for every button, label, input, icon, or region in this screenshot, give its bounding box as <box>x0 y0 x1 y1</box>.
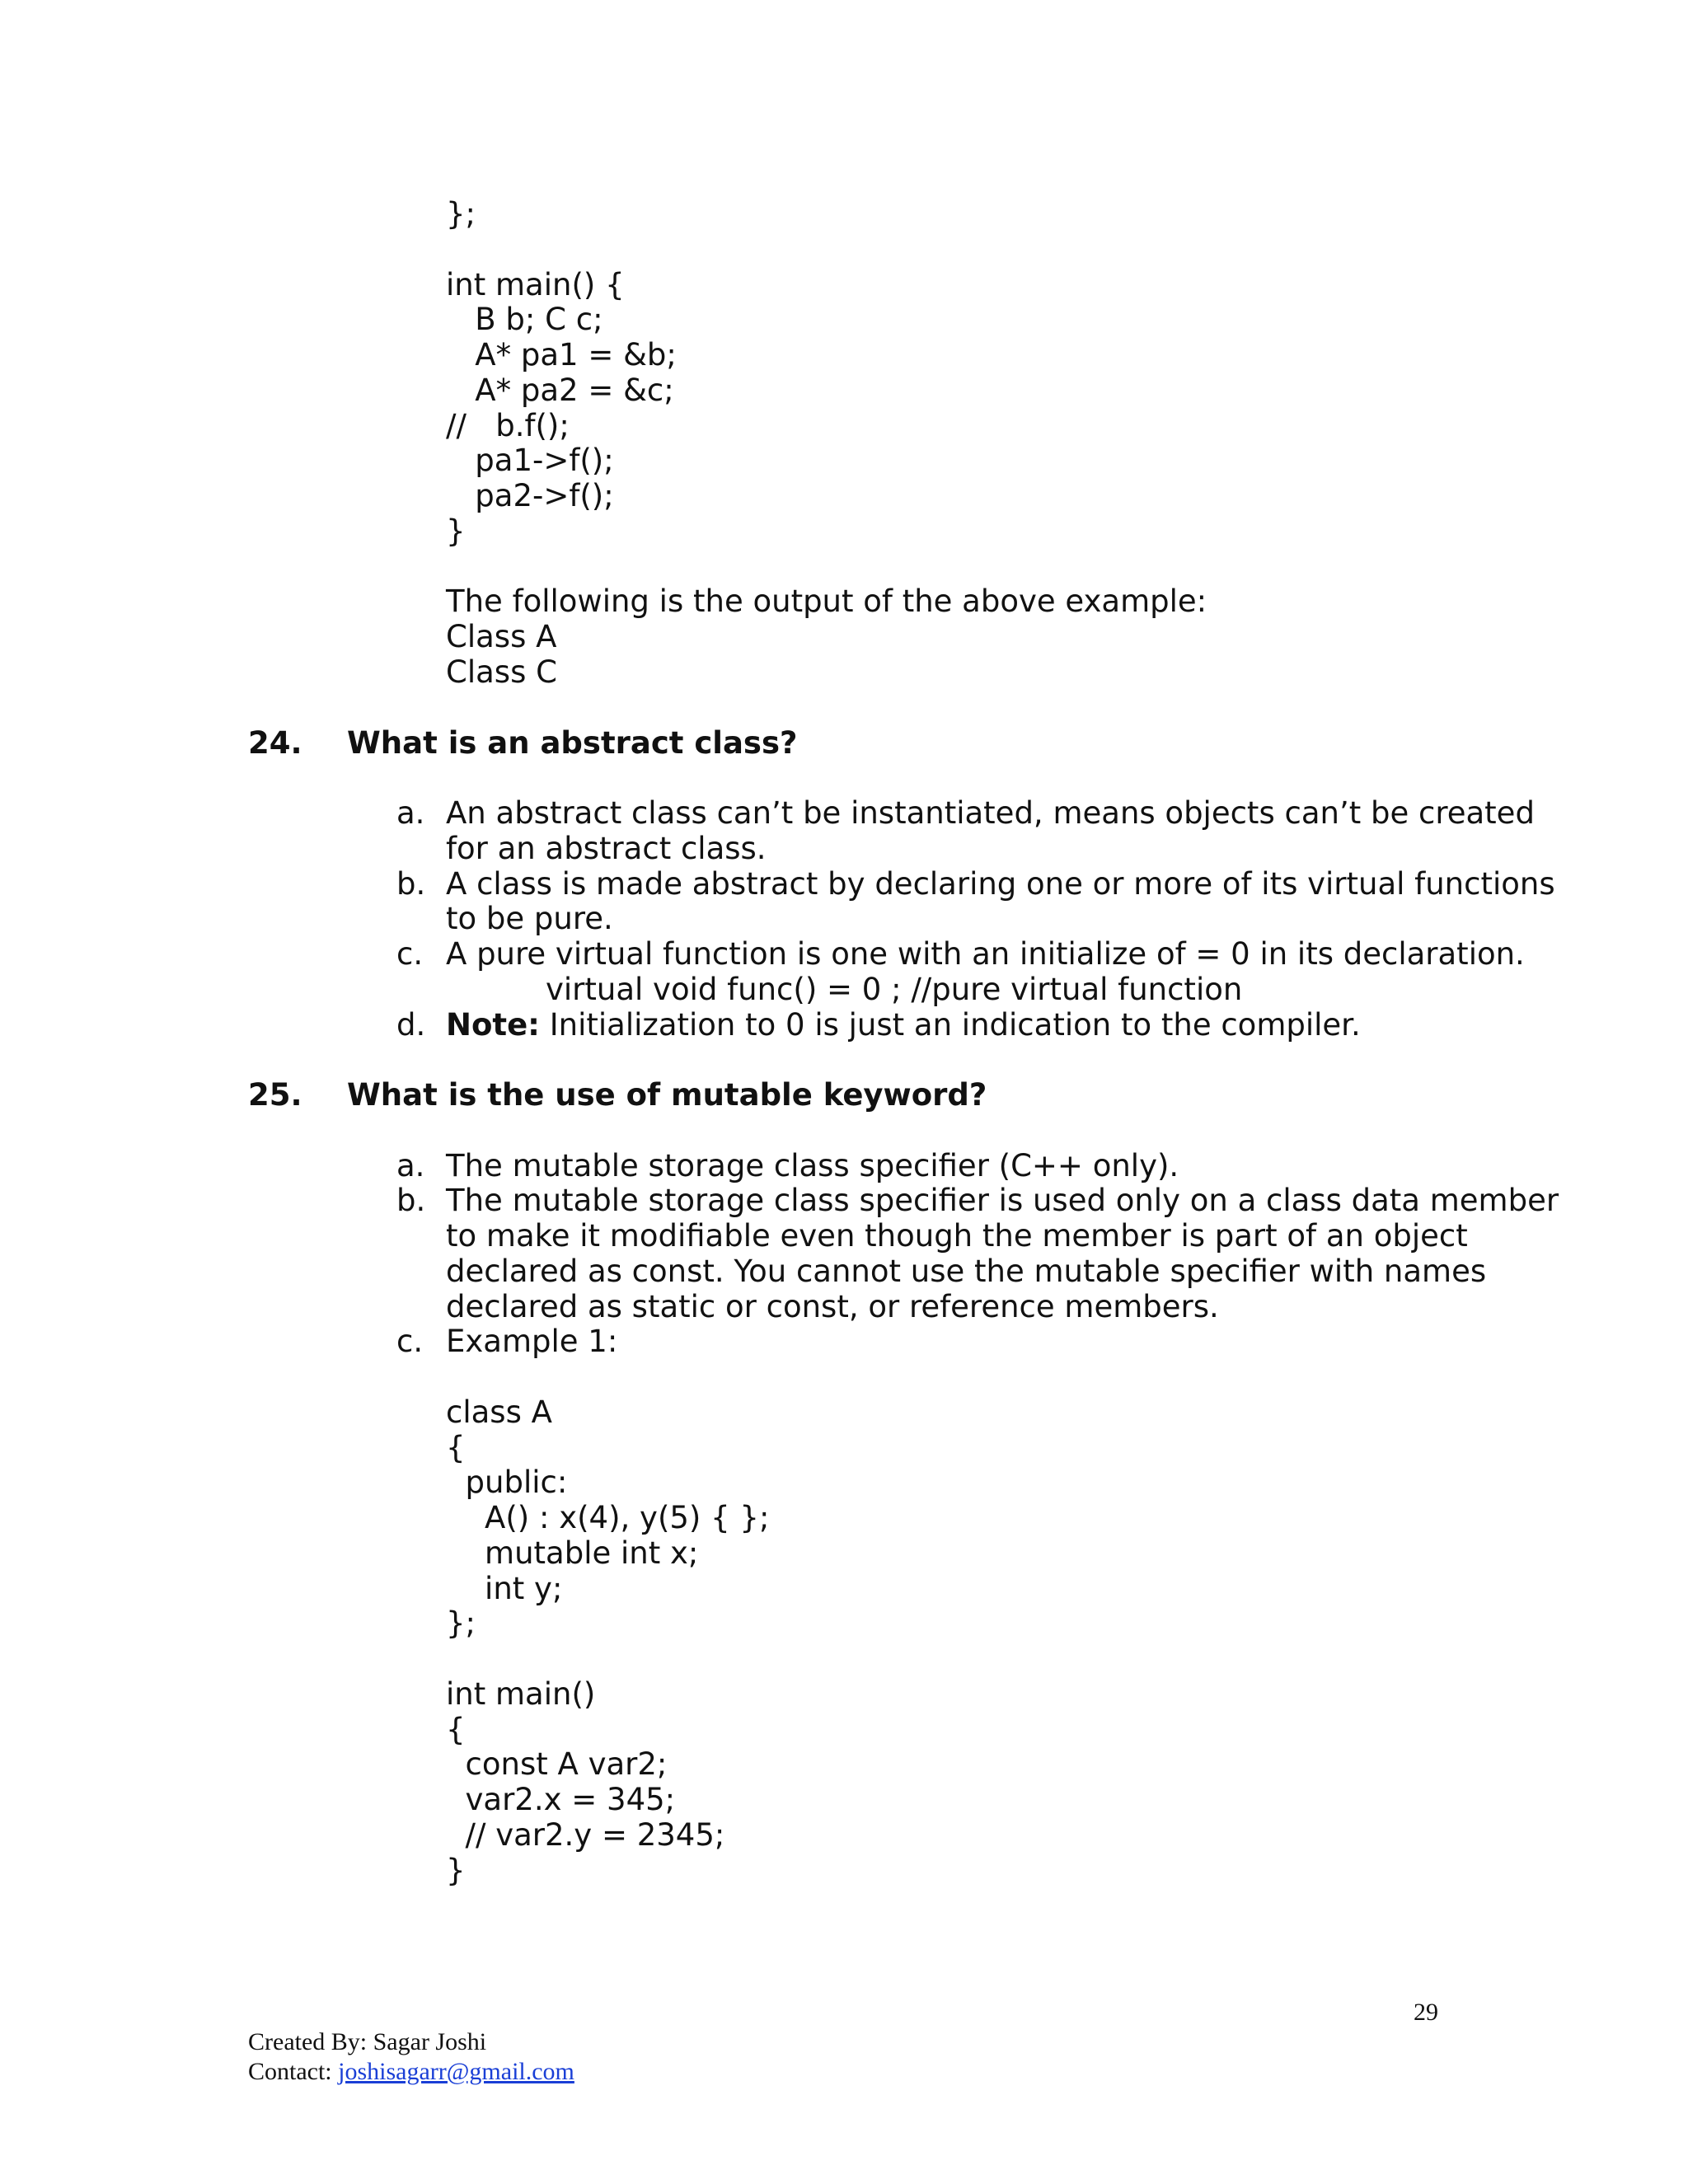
question-number: 24. <box>248 725 302 761</box>
list-item-text: The mutable storage class specifier (C++ only). <box>446 1148 1179 1183</box>
list-item-text: declared as static or const, or reference members. <box>446 1289 1219 1324</box>
question-number: 25. <box>248 1077 302 1113</box>
note-text: Initialization to 0 is just an indication to the compiler. <box>539 1007 1361 1043</box>
code-line: }; <box>446 196 476 232</box>
list-marker: b. <box>396 1183 426 1218</box>
list-marker: c. <box>396 936 424 972</box>
code-line: class A <box>446 1394 552 1430</box>
output-intro: The following is the output of the above example: <box>446 583 1207 619</box>
output-line: Class C <box>446 654 557 690</box>
code-line: int y; <box>446 1571 563 1606</box>
list-marker: a. <box>396 795 425 831</box>
list-item-text: A pure virtual function is one with an initialize of = 0 in its declaration. <box>446 936 1525 972</box>
code-line: A* pa2 = &c; <box>446 373 674 408</box>
question-heading: What is the use of mutable keyword? <box>347 1077 987 1113</box>
code-line: pa1->f(); <box>446 443 614 478</box>
list-item-text: A class is made abstract by declaring one or more of its virtual functions <box>446 866 1555 902</box>
list-marker: c. <box>396 1324 424 1359</box>
list-item-text: The mutable storage class specifier is used only on a class data member <box>446 1183 1559 1218</box>
list-marker: b. <box>396 866 426 902</box>
code-line: { <box>446 1430 466 1465</box>
code-line: A() : x(4), y(5) { }; <box>446 1500 770 1535</box>
footer-author: Created By: Sagar Joshi <box>248 2028 487 2055</box>
code-line: int main() { <box>446 267 625 302</box>
code-line: public: <box>446 1465 568 1500</box>
list-item-text: declared as const. You cannot use the mutable specifier with names <box>446 1254 1487 1289</box>
code-line: const A var2; <box>446 1746 668 1782</box>
code-line-comment: // b.f(); <box>446 408 570 443</box>
code-line-comment: // var2.y = 2345; <box>446 1817 725 1853</box>
list-item-text: An abstract class can’t be instantiated, means objects can’t be created <box>446 795 1535 831</box>
list-marker: a. <box>396 1148 425 1183</box>
list-item-text: for an abstract class. <box>446 831 767 866</box>
code-line: }; <box>446 1605 476 1641</box>
email-link[interactable]: joshisagarr@gmail.com <box>338 2058 574 2085</box>
output-line: Class A <box>446 619 557 654</box>
code-line: var2.x = 345; <box>446 1782 676 1817</box>
code-line: pa2->f(); <box>446 478 614 513</box>
page-number: 29 <box>1414 1999 1438 2026</box>
code-line: { <box>446 1712 466 1747</box>
code-line: B b; C c; <box>446 302 603 337</box>
code-line: int main() <box>446 1676 596 1712</box>
list-item-text: Example 1: <box>446 1324 618 1359</box>
footer-contact <box>248 2057 574 2087</box>
list-item-text <box>446 1007 1361 1043</box>
question-heading: What is an abstract class? <box>347 725 798 761</box>
code-line: mutable int x; <box>446 1535 699 1571</box>
note-label: Note: <box>446 1007 540 1043</box>
list-item-text: to be pure. <box>446 901 613 936</box>
list-marker: d. <box>396 1007 426 1043</box>
code-line: A* pa1 = &b; <box>446 337 677 373</box>
code-example: virtual void func() = 0 ; //pure virtual function <box>546 972 1243 1007</box>
contact-label: Contact: <box>248 2058 339 2085</box>
code-line: } <box>446 513 466 549</box>
code-line: } <box>446 1853 466 1888</box>
list-item-text: to make it modifiable even though the member is part of an object <box>446 1218 1468 1254</box>
